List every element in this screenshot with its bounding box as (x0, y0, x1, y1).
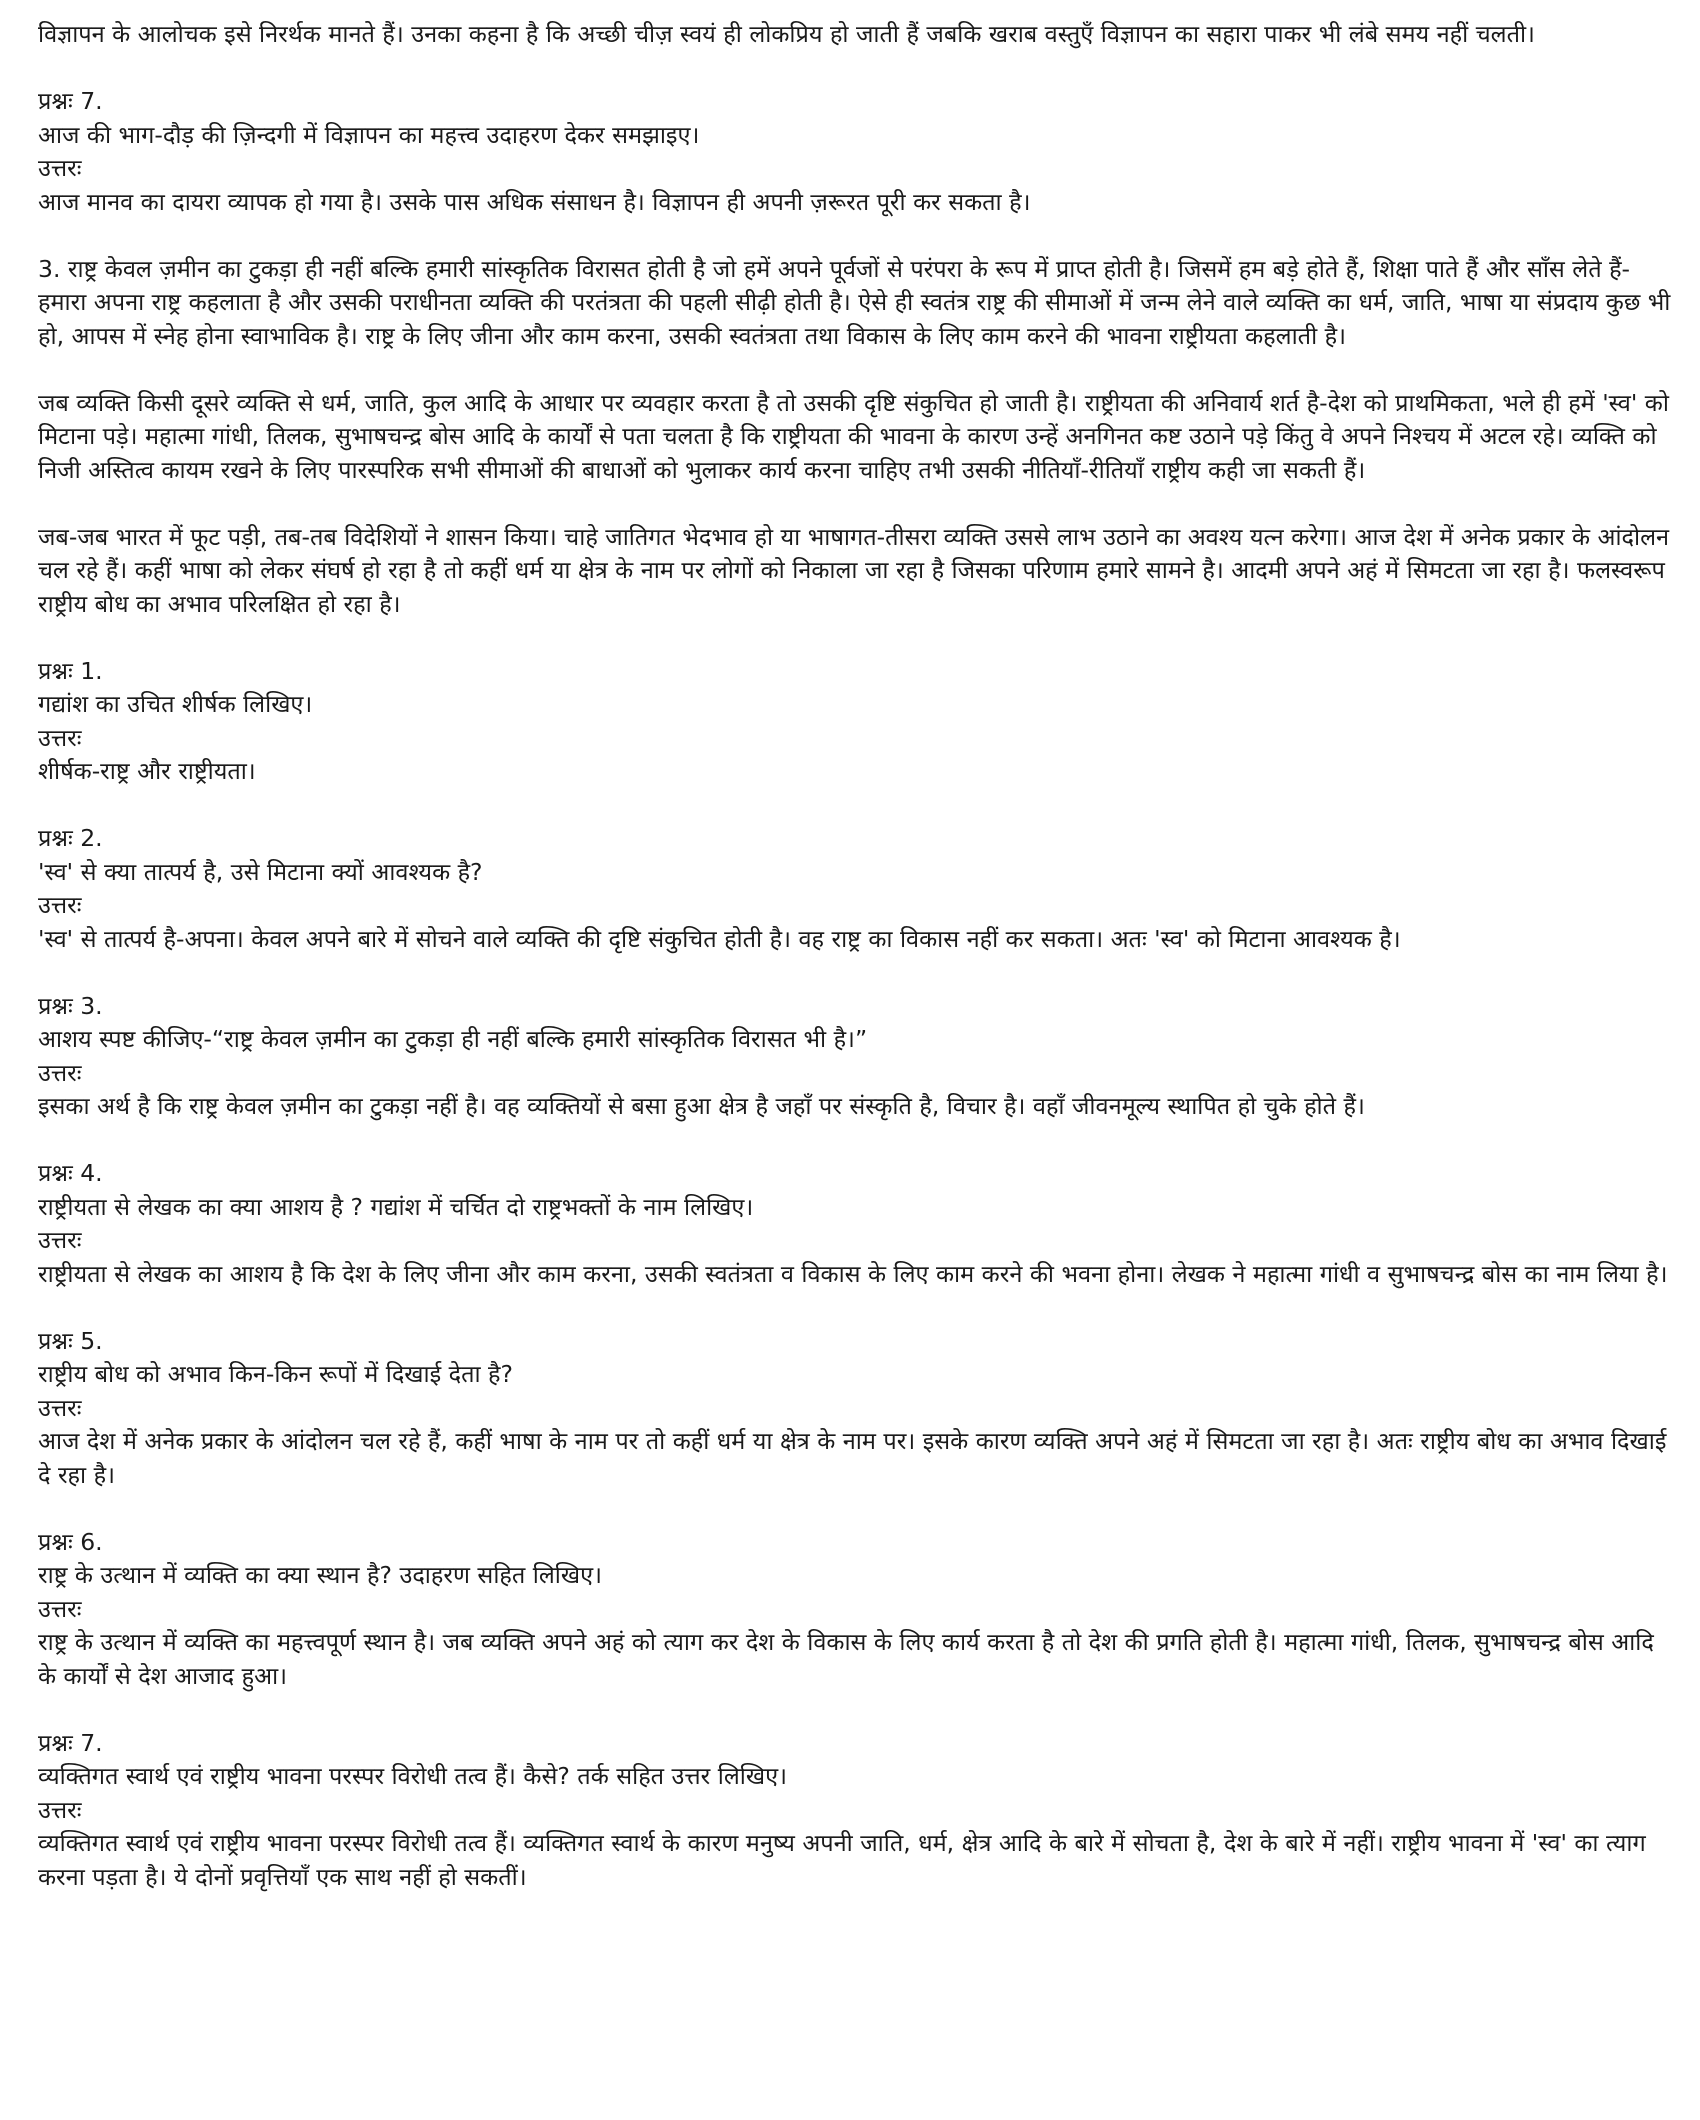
question-label: प्रश्नः 7. (38, 1728, 103, 1757)
spacer (38, 1124, 1678, 1158)
question-label: प्रश्नः 2. (38, 824, 103, 852)
spacer (38, 621, 1678, 655)
spacer (38, 1291, 1678, 1325)
question-block-3 (38, 990, 1678, 1124)
question-text: आज की भाग-दौड़ की ज़िन्दगी में विज्ञापन का महत्त्व उदाहरण देकर समझाइए। (38, 120, 700, 149)
answer-label: उत्तरः (38, 891, 82, 919)
question-text: राष्ट्रीयता से लेखक का क्या आशय है ? गद्यांश में चर्चित दो राष्ट्रभक्तों के नाम लिखिए। (38, 1192, 754, 1221)
question-label: प्रश्नः 6. (38, 1527, 103, 1556)
answer-text: राष्ट्रीयता से लेखक का आशय है कि देश के लिए जीना और काम करना, उसकी स्वतंत्रता व विकास के लिए काम करने की भवना होना। लेखक ने महात्मा गांधी व सुभाषचन्द्र बोस का नाम लिया है। (38, 1259, 1668, 1288)
spacer (38, 219, 1678, 253)
question-block-4 (38, 1157, 1678, 1291)
spacer (38, 1693, 1678, 1727)
question-text: व्यक्तिगत स्वार्थ एवं राष्ट्रीय भावना परस्पर विरोधी तत्व हैं। कैसे? तर्क सहित उत्तर लिखिए। (38, 1762, 787, 1790)
question-text: राष्ट्र के उत्थान में व्यक्ति का क्या स्थान है? उदाहरण सहित लिखिए। (38, 1561, 602, 1589)
question-label: प्रश्नः 1. (38, 656, 103, 685)
question-block-6 (38, 1526, 1678, 1694)
question-block-prev-7 (38, 85, 1678, 219)
answer-label: उत्तरः (38, 154, 82, 182)
answer-label: उत्तरः (38, 1594, 82, 1623)
question-block-1 (38, 655, 1678, 789)
answer-text: 'स्व' से तात्पर्य है-अपना। केवल अपने बारे में सोचने वाले व्यक्ति की दृष्टि संकुचित होती है। वह राष्ट्र का विकास नहीं कर सकता। अतः 'स्व' को मिटाना आवश्यक है। (38, 924, 1401, 953)
answer-label: उत्तरः (38, 1795, 82, 1824)
question-block-7 (38, 1727, 1678, 1895)
answer-label: उत्तरः (38, 1393, 82, 1422)
answer-text: राष्ट्र के उत्थान में व्यक्ति का महत्त्वपूर्ण स्थान है। जब व्यक्ति अपने अहं को त्याग कर देश के विकास के लिए कार्य करता है तो देश की प्रगति होती है। महात्मा गांधी, तिलक, सुभाषचन्द्र बोस आदि के कार्यों से देश आजाद हुआ। (38, 1628, 1654, 1690)
question-block-2 (38, 822, 1678, 956)
document-page (38, 18, 1678, 1894)
answer-text: आज मानव का दायरा व्यापक हो गया है। उसके पास अधिक संसाधन है। विज्ञापन ही अपनी ज़रूरत पूरी कर सकता है। (38, 187, 1031, 216)
question-text: आशय स्पष्ट कीजिए-“राष्ट्र केवल ज़मीन का टुकड़ा ही नहीं बल्कि हमारी सांस्कृतिक विरासत भी है।” (38, 1025, 868, 1053)
question-text: राष्ट्रीय बोध को अभाव किन-किन रूपों में दिखाई देता है? (38, 1360, 513, 1388)
answer-label: उत्तरः (38, 1226, 82, 1254)
question-label: प्रश्नः 5. (38, 1326, 103, 1355)
spacer (38, 789, 1678, 823)
question-text: 'स्व' से क्या तात्पर्य है, उसे मिटाना क्यों आवश्यक है? (38, 857, 483, 886)
question-text: गद्यांश का उचित शीर्षक लिखिए। (38, 690, 313, 718)
passage-paragraph-1: 3. राष्ट्र केवल ज़मीन का टुकड़ा ही नहीं बल्कि हमारी सांस्कृतिक विरासत होती है जो हमें अपने पूर्वजों से परंपरा के रूप में प्राप्त होती है। जिसमें हम बड़े होते हैं, शिक्षा पाते हैं और साँस लेते हैं-हमारा अपना राष्ट्र कहलाता है और उसकी पराधीनता व्यक्ति की परतंत्रता की पहली सीढ़ी होती है। ऐसे ही स्वतंत्र राष्ट्र की सीमाओं में जन्म लेने वाले व्यक्ति का धर्म, जाति, भाषा या संप्रदाय कुछ भी हो, आपस में स्नेह होना स्वाभाविक है। राष्ट्र के लिए जीना और काम करना, उसकी स्वतंत्रता तथा विकास के लिए काम करने की भावना राष्ट्रीयता कहलाती है। (38, 254, 1671, 350)
spacer (38, 1492, 1678, 1526)
passage-paragraph-2: जब व्यक्ति किसी दूसरे व्यक्ति से धर्म, जाति, कुल आदि के आधार पर व्यवहार करता है तो उसकी दृष्टि संकुचित हो जाती है। राष्ट्रीयता की अनिवार्य शर्त है-देश को प्राथमिकता, भले ही हमें 'स्व' को मिटाना पड़े। महात्मा गांधी, तिलक, सुभाषचन्द्र बोस आदि के कार्यों से पता चलता है कि राष्ट्रीयता की भावना के कारण उन्हें अनगिनत कष्ट उठाने पड़े किंतु वे अपने निश्चय में अटल रहे। व्यक्ति को निजी अस्तित्व कायम रखने के लिए पारस्परिक सभी सीमाओं की बाधाओं को भुलाकर कार्य करना चाहिए तभी उसकी नीतियाँ-रीतियाँ राष्ट्रीय कही जा सकती हैं। (38, 388, 1669, 484)
spacer (38, 52, 1678, 86)
answer-label: उत्तरः (38, 723, 82, 752)
answer-text: इसका अर्थ है कि राष्ट्र केवल ज़मीन का टुकड़ा नहीं है। वह व्यक्तियों से बसा हुआ क्षेत्र है जहाँ पर संस्कृति है, विचार है। वहाँ जीवनमूल्य स्थापित हो चुके होते हैं। (38, 1092, 1365, 1120)
intro-continuation: विज्ञापन के आलोचक इसे निरर्थक मानते हैं। उनका कहना है कि अच्छी चीज़ स्वयं ही लोकप्रिय हो जाती हैं जबकि खराब वस्तुएँ विज्ञापन का सहारा पाकर भी लंबे समय नहीं चलती। (38, 20, 1535, 48)
question-label: प्रश्नः 4. (38, 1159, 103, 1187)
answer-text: आज देश में अनेक प्रकार के आंदोलन चल रहे हैं, कहीं भाषा के नाम पर तो कहीं धर्म या क्षेत्र के नाम पर। इसके कारण व्यक्ति अपने अहं में सिमटता जा रहा है। अतः राष्ट्रीय बोध का अभाव दिखाई दे रहा है। (38, 1427, 1667, 1489)
spacer (38, 487, 1678, 521)
question-label: प्रश्नः 7. (38, 87, 103, 115)
spacer (38, 353, 1678, 387)
question-block-5 (38, 1325, 1678, 1493)
spacer (38, 956, 1678, 990)
passage-paragraph-3: जब-जब भारत में फूट पड़ी, तब-तब विदेशियों ने शासन किया। चाहे जातिगत भेदभाव हो या भाषागत-तीसरा व्यक्ति उससे लाभ उठाने का अवश्य यत्न करेगा। आज देश में अनेक प्रकार के आंदोलन चल रहे हैं। कहीं भाषा को लेकर संघर्ष हो रहा है तो कहीं धर्म या क्षेत्र के नाम पर लोगों को निकाला जा रहा है जिसका परिणाम हमारे सामने है। आदमी अपने अहं में सिमटता जा रहा है। फलस्वरूप राष्ट्रीय बोध का अभाव परिलक्षित हो रहा है। (38, 522, 1670, 618)
answer-text: शीर्षक-राष्ट्र और राष्ट्रीयता। (38, 757, 256, 785)
question-label: प्रश्नः 3. (38, 991, 103, 1020)
answer-label: उत्तरः (38, 1058, 82, 1087)
answer-text: व्यक्तिगत स्वार्थ एवं राष्ट्रीय भावना परस्पर विरोधी तत्व हैं। व्यक्तिगत स्वार्थ के कारण मनुष्य अपनी जाति, धर्म, क्षेत्र आदि के बारे में सोचता है, देश के बारे में नहीं। राष्ट्रीय भावना में 'स्व' का त्याग करना पड़ता है। ये दोनों प्रवृत्तियाँ एक साथ नहीं हो सकतीं। (38, 1829, 1646, 1891)
